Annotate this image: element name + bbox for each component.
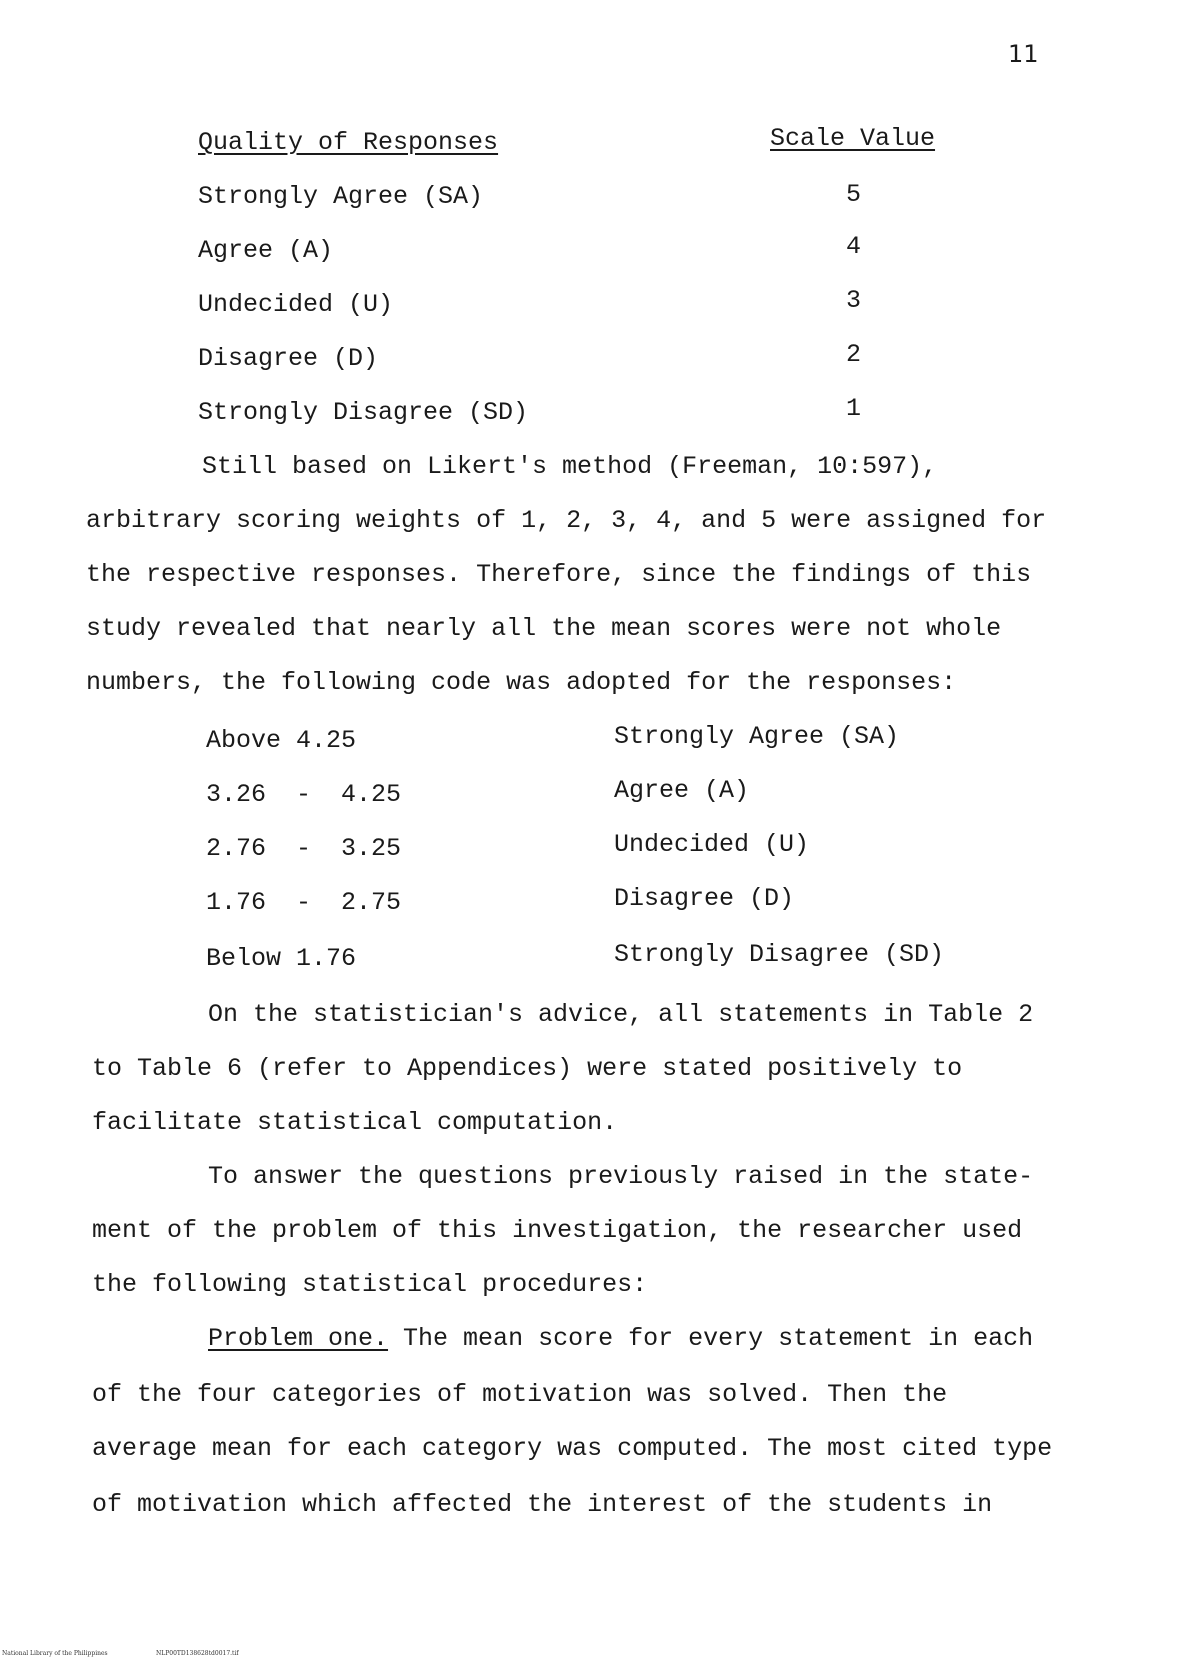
paragraph-line: On the statistician's advice, all statements in Table 2 — [208, 1000, 1034, 1029]
code-row-response: Agree (A) — [614, 776, 750, 805]
footer-library: National Library of the Philippines — [2, 1650, 108, 1657]
scale-table-header-right: Scale Value — [770, 124, 936, 153]
paragraph-line: To answer the questions previously raised in the state- — [208, 1162, 1034, 1191]
scale-table-header-left: Quality of Responses — [198, 128, 499, 157]
scale-row-value: 3 — [846, 286, 862, 315]
paragraph-line: Still based on Likert's method (Freeman, 10:597), — [202, 452, 938, 481]
paragraph-line: arbitrary scoring weights of 1, 2, 3, 4, and 5 were assigned for — [86, 506, 1047, 535]
footer-file-id: NLP00TD138628td0017.tif — [156, 1650, 239, 1657]
page-number: 11 — [1008, 40, 1039, 68]
paragraph-line: facilitate statistical computation. — [92, 1108, 618, 1137]
paragraph-line-rest: The mean score for every statement in each — [403, 1324, 1034, 1353]
paragraph-line: the respective responses. Therefore, since the findings of this — [86, 560, 1032, 589]
code-row-range: 1.76 - 2.75 — [206, 888, 402, 917]
paragraph-line: to Table 6 (refer to Appendices) were stated positively to — [92, 1054, 963, 1083]
scale-row-label: Strongly Disagree (SD) — [198, 398, 529, 427]
code-row-range: Below 1.76 — [206, 944, 357, 973]
paragraph-line: of the four categories of motivation was solved. Then the — [92, 1380, 948, 1409]
paragraph-line: average mean for each category was computed. The most cited type — [92, 1434, 1053, 1463]
scale-row-value: 5 — [846, 180, 862, 209]
scale-row-value: 1 — [846, 394, 862, 423]
code-row-response: Disagree (D) — [614, 884, 795, 913]
scale-row-label: Strongly Agree (SA) — [198, 182, 484, 211]
scale-row-value: 4 — [846, 232, 862, 261]
scale-row-label: Undecided (U) — [198, 290, 394, 319]
code-row-response: Strongly Disagree (SD) — [614, 940, 945, 969]
paragraph-line: study revealed that nearly all the mean scores were not whole — [86, 614, 1002, 643]
problem-heading: Problem one. — [208, 1324, 389, 1353]
paragraph-line: of motivation which affected the interest of the students in — [92, 1490, 993, 1519]
paragraph-line: numbers, the following code was adopted for the responses: — [86, 668, 957, 697]
paragraph-line: the following statistical procedures: — [92, 1270, 648, 1299]
code-row-range: 3.26 - 4.25 — [206, 780, 402, 809]
code-row-range: 2.76 - 3.25 — [206, 834, 402, 863]
code-row-response: Undecided (U) — [614, 830, 810, 859]
code-row-response: Strongly Agree (SA) — [614, 722, 900, 751]
code-row-range: Above 4.25 — [206, 726, 357, 755]
scale-row-label: Agree (A) — [198, 236, 334, 265]
paragraph-first-line — [208, 1324, 1033, 1353]
scale-row-label: Disagree (D) — [198, 344, 379, 373]
scale-row-value: 2 — [846, 340, 862, 369]
paragraph-line: ment of the problem of this investigation, the researcher used — [92, 1216, 1023, 1245]
